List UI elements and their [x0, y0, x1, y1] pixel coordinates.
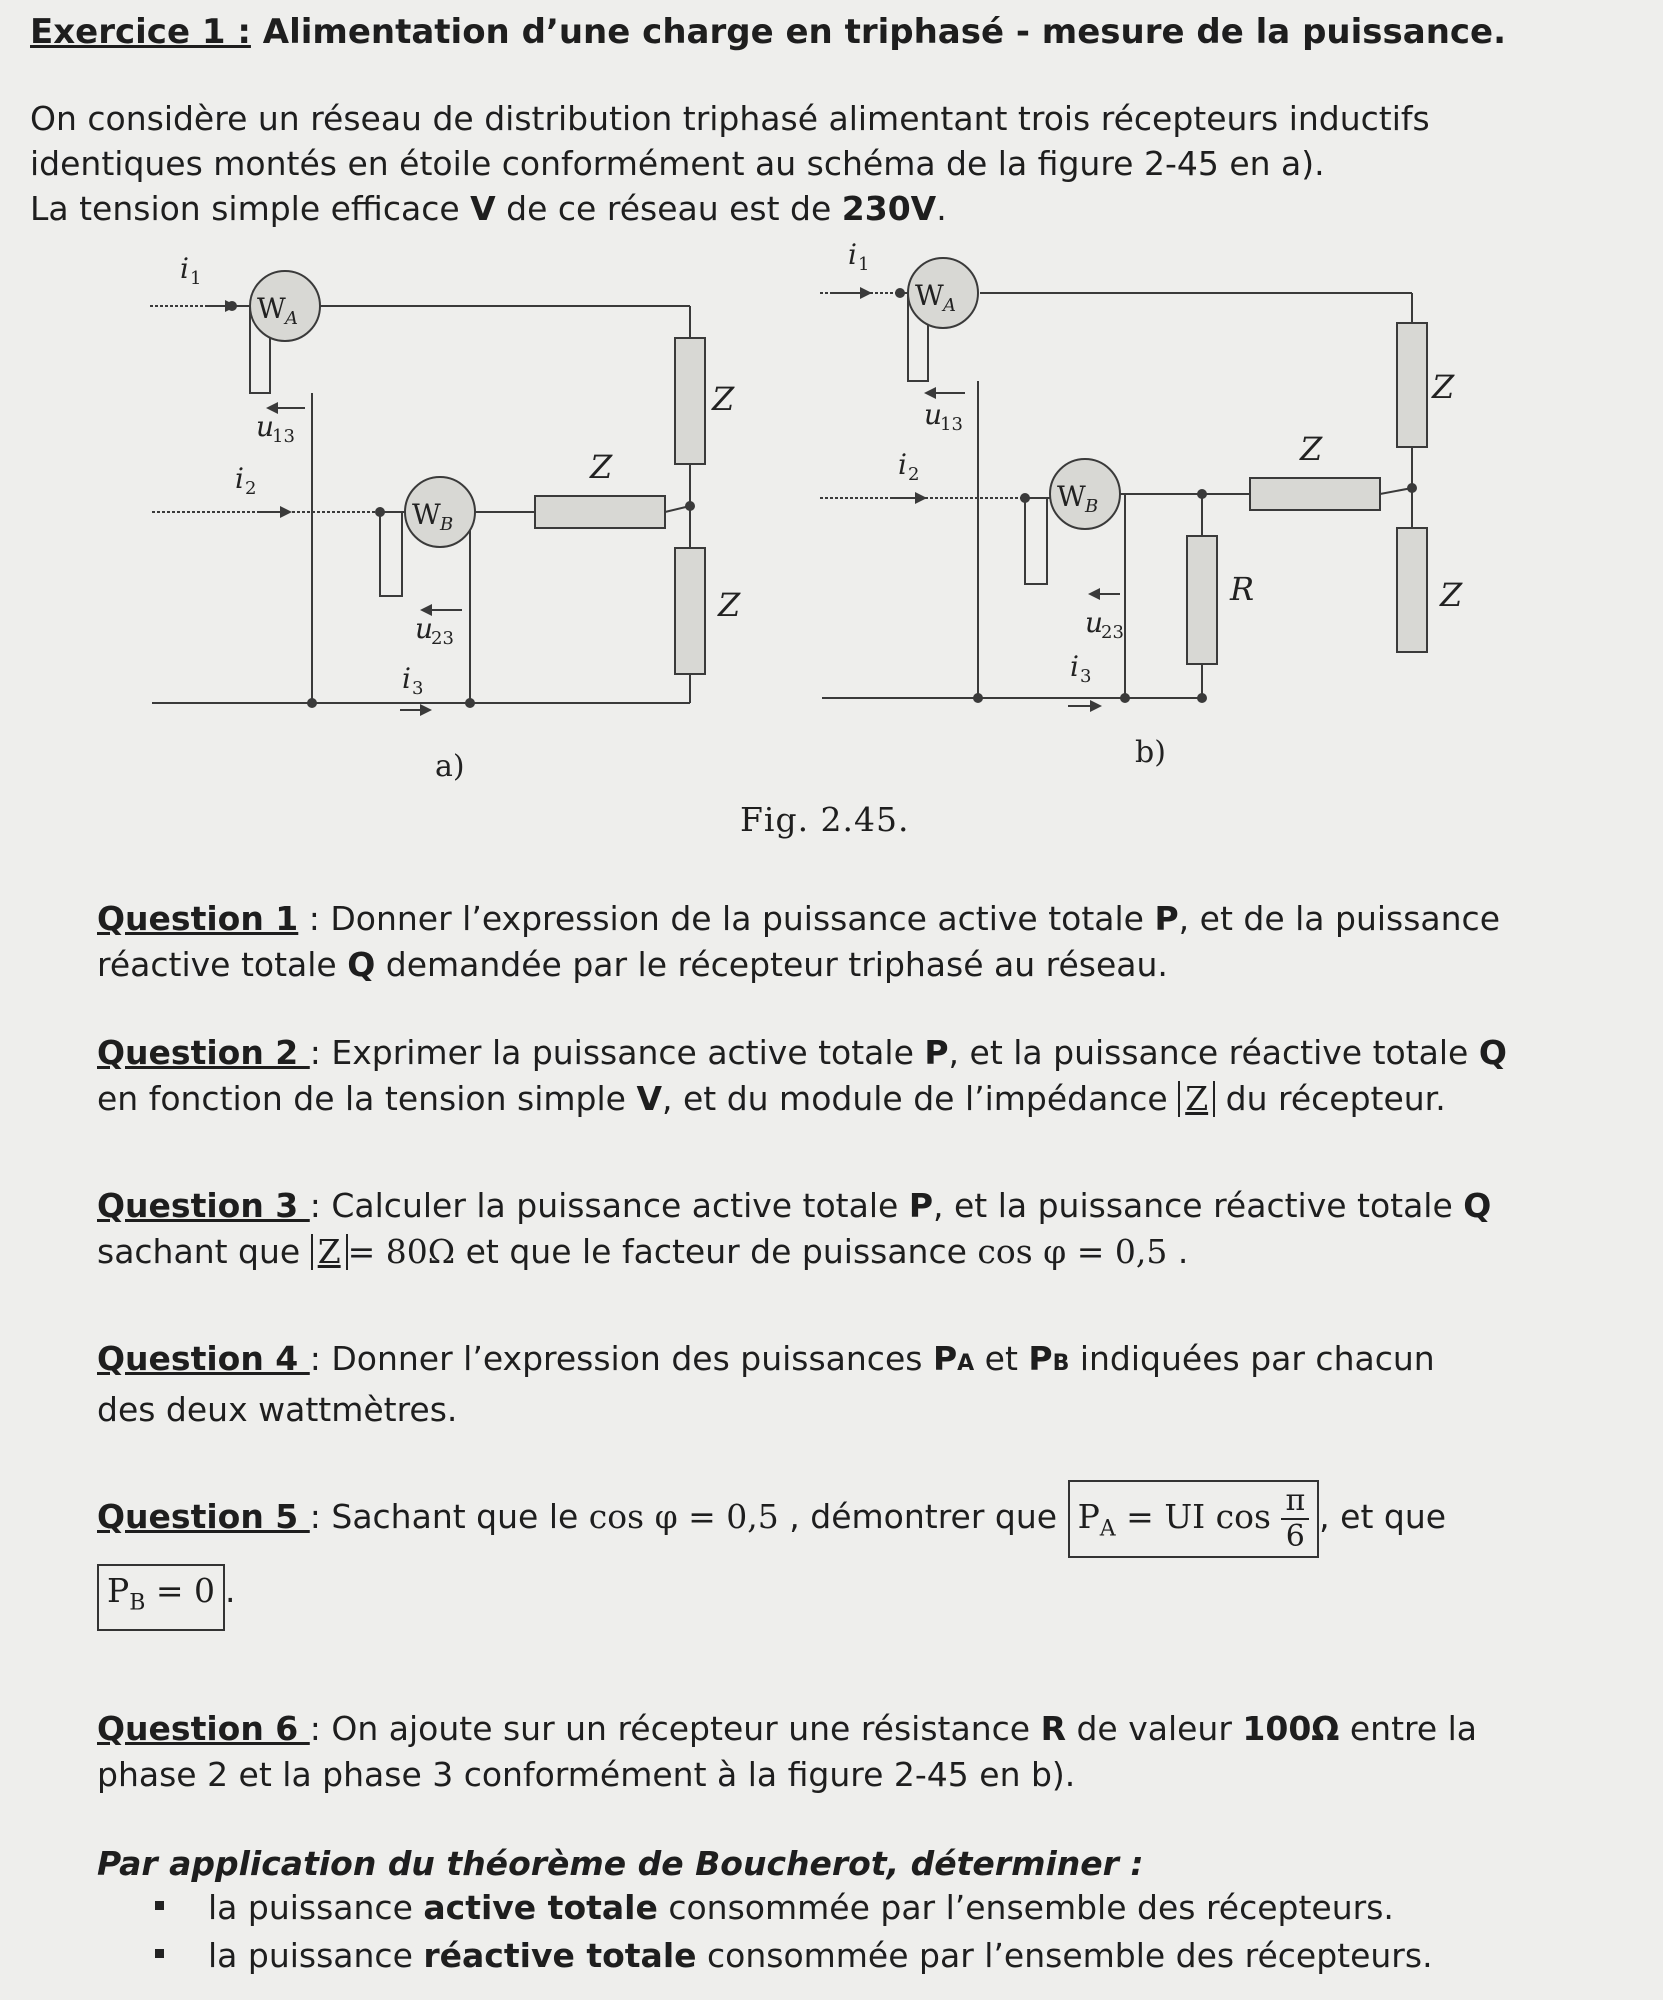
question-text: entre la — [1339, 1709, 1478, 1748]
symbol-r: R — [1040, 1709, 1066, 1748]
label-z: Z — [718, 586, 741, 624]
impedance-modulus — [311, 1234, 348, 1270]
question-text: : Exprimer la puissance active totale — [309, 1033, 925, 1072]
label-i1-sub: 1 — [190, 268, 202, 289]
question-line — [97, 1564, 1657, 1631]
symbol-p: P — [924, 1033, 949, 1072]
question-5 — [97, 1462, 1657, 1631]
intro-line-2: identiques montés en étoile conformément au schéma de la figure 2-45 en a). — [30, 144, 1325, 183]
label-z: Z — [590, 448, 613, 486]
boucherot-list — [155, 1884, 1433, 1980]
question-line: des deux wattmètres. — [97, 1390, 458, 1429]
voltage-symbol: V — [470, 189, 496, 228]
list-text: la puissance — [208, 1936, 424, 1975]
label-u13: u — [256, 410, 275, 443]
label-z: Z — [1432, 368, 1455, 406]
label-u23: u — [415, 612, 434, 645]
question-text: : Donner l’expression des puissances — [309, 1339, 933, 1378]
label-i3: i — [1070, 650, 1079, 683]
question-text: . — [225, 1571, 236, 1610]
bullet-square-icon — [155, 1901, 164, 1910]
list-text: consommée par l’ensemble des récepteurs. — [696, 1936, 1433, 1975]
impedance-symbol: Z — [1185, 1079, 1209, 1118]
label-r: R — [1230, 570, 1255, 608]
label-z: Z — [712, 380, 735, 418]
question-text: , et de la puissance — [1178, 899, 1501, 938]
symbol-p: P — [908, 1186, 933, 1225]
question-line: phase 2 et la phase 3 conformément à la figure 2-45 en b). — [97, 1755, 1076, 1794]
label-wa: W — [915, 279, 944, 312]
question-label: Question 3 — [97, 1186, 310, 1225]
question-line — [97, 1462, 1657, 1572]
symbol-q: Q — [1478, 1033, 1507, 1072]
label-i3-sub: 3 — [1080, 666, 1092, 687]
question-line — [97, 1229, 1657, 1275]
label-wa-sub: A — [943, 295, 956, 316]
question-label: Question 1 — [97, 899, 299, 938]
label-wb-sub: B — [1085, 496, 1099, 517]
label-i1: i — [180, 252, 189, 285]
label-u23: u — [1085, 606, 1104, 639]
list-text: consommée par l’ensemble des récepteurs. — [657, 1888, 1394, 1927]
label-i1-sub: 1 — [858, 254, 870, 275]
question-text: , et que — [1319, 1497, 1447, 1536]
formula-pb: P — [107, 1571, 130, 1610]
question-3 — [97, 1183, 1657, 1275]
impedance-value: = 80Ω — [347, 1232, 456, 1271]
question-text: sachant que — [97, 1232, 311, 1271]
impedance-symbol: Z — [317, 1232, 341, 1271]
question-text: et — [974, 1339, 1029, 1378]
formula-rhs: = UI cos — [1115, 1496, 1282, 1536]
formula-pa-sub: A — [1099, 1516, 1116, 1542]
formula-pb-sub: B — [129, 1590, 146, 1616]
question-text: , démontrer que — [778, 1497, 1068, 1536]
symbol-q: Q — [1463, 1186, 1492, 1225]
list-emphasis: active totale — [423, 1888, 658, 1927]
label-wa: W — [257, 292, 286, 325]
question-text: : Donner l’expression de la puissance active totale — [298, 899, 1155, 938]
question-text: , et du module de l’impédance — [661, 1079, 1179, 1118]
formula-rhs: = 0 — [145, 1571, 216, 1610]
label-u23-sub: 23 — [431, 628, 454, 649]
intro-text: de ce réseau est de — [495, 189, 842, 228]
question-line — [97, 1706, 1657, 1752]
power-factor: cos φ = 0,5 — [588, 1497, 779, 1536]
symbol-v: V — [636, 1079, 662, 1118]
subfigure-b-label: b) — [1135, 735, 1166, 770]
intro-line-1: On considère un réseau de distribution triphasé alimentant trois récepteurs inductifs — [30, 99, 1430, 138]
question-label: Question 4 — [97, 1339, 310, 1378]
question-line — [97, 896, 1657, 942]
label-i3: i — [402, 662, 411, 695]
label-z: Z — [1300, 430, 1323, 468]
impedance-modulus — [1178, 1081, 1215, 1117]
symbol-p: P — [1154, 899, 1179, 938]
label-i2: i — [898, 448, 907, 481]
intro-text: . — [936, 189, 947, 228]
symbol-pa-sub: A — [957, 1351, 975, 1376]
symbol-pb: P — [1028, 1339, 1053, 1378]
question-text: : Calculer la puissance active totale — [309, 1186, 909, 1225]
intro-text: La tension simple efficace — [30, 189, 471, 228]
list-text: la puissance — [208, 1888, 424, 1927]
exercise-title — [30, 12, 1506, 52]
question-text: : On ajoute sur un récepteur une résistance — [309, 1709, 1041, 1748]
label-i1: i — [848, 238, 857, 271]
label-wb: W — [1057, 480, 1086, 513]
fraction — [1281, 1484, 1309, 1554]
question-text: demandée par le récepteur triphasé au réseau. — [375, 945, 1168, 984]
boucherot-heading: Par application du théorème de Boucherot, déterminer : — [97, 1844, 1144, 1883]
question-line — [97, 942, 1657, 988]
question-line — [97, 1183, 1657, 1229]
list-item — [155, 1932, 1433, 1980]
question-line — [97, 1076, 1657, 1122]
label-i2: i — [235, 462, 244, 495]
question-text: , et la puissance réactive totale — [933, 1186, 1464, 1225]
pa-formula-box — [1068, 1480, 1320, 1558]
question-text: du récepteur. — [1215, 1079, 1446, 1118]
label-wb: W — [412, 498, 441, 531]
label-i3-sub: 3 — [412, 678, 424, 699]
label-z: Z — [1440, 576, 1463, 614]
label-i2-sub: 2 — [908, 464, 920, 485]
label-u13-sub: 13 — [940, 414, 963, 435]
question-text: : Sachant que le — [309, 1497, 589, 1536]
question-text: réactive totale — [97, 945, 348, 984]
fraction-numerator: π — [1281, 1484, 1309, 1520]
question-label: Question 6 — [97, 1709, 310, 1748]
question-6 — [97, 1706, 1657, 1798]
question-text: indiquées par chacun — [1069, 1339, 1435, 1378]
exercise-title-text: Alimentation d’une charge en triphasé - mesure de la puissance. — [262, 12, 1507, 52]
resistance-value: 100Ω — [1242, 1709, 1340, 1748]
circuit-figure — [140, 238, 1520, 798]
label-u13: u — [924, 398, 943, 431]
question-text: en fonction de la tension simple — [97, 1079, 637, 1118]
question-text: et que le facteur de puissance — [455, 1232, 978, 1271]
question-label: Question 5 — [97, 1497, 310, 1536]
label-i2-sub: 2 — [245, 478, 257, 499]
label-wa-sub: A — [285, 308, 298, 329]
voltage-value: 230V — [841, 189, 937, 228]
symbol-pb-sub: B — [1052, 1351, 1070, 1376]
power-factor: cos φ = 0,5 — [977, 1232, 1168, 1271]
formula-pa: P — [1077, 1496, 1100, 1536]
question-2 — [97, 1030, 1657, 1122]
question-text: . — [1167, 1232, 1189, 1271]
list-emphasis: réactive totale — [423, 1936, 697, 1975]
question-4 — [97, 1336, 1657, 1433]
question-line — [97, 1030, 1657, 1076]
question-text: , et la puissance réactive totale — [948, 1033, 1479, 1072]
intro-line-3 — [30, 186, 1430, 231]
subfigure-a-label: a) — [435, 749, 465, 784]
label-u23-sub: 23 — [1101, 622, 1124, 643]
figure-caption: Fig. 2.45. — [740, 800, 910, 839]
label-u13-sub: 13 — [272, 426, 295, 447]
symbol-pa: P — [932, 1339, 958, 1378]
symbol-q: Q — [347, 945, 376, 984]
fraction-denominator: 6 — [1285, 1518, 1305, 1554]
exercise-label: Exercice 1 : — [30, 12, 251, 52]
pb-formula-box — [97, 1564, 225, 1631]
question-label: Question 2 — [97, 1033, 310, 1072]
question-1 — [97, 896, 1657, 988]
circuit-b — [820, 293, 1427, 706]
bullet-square-icon — [155, 1949, 164, 1958]
question-text: de valeur — [1065, 1709, 1243, 1748]
label-wb-sub: B — [440, 514, 454, 535]
question-line — [97, 1336, 1657, 1387]
intro-paragraph — [30, 96, 1430, 231]
list-item — [155, 1884, 1433, 1932]
